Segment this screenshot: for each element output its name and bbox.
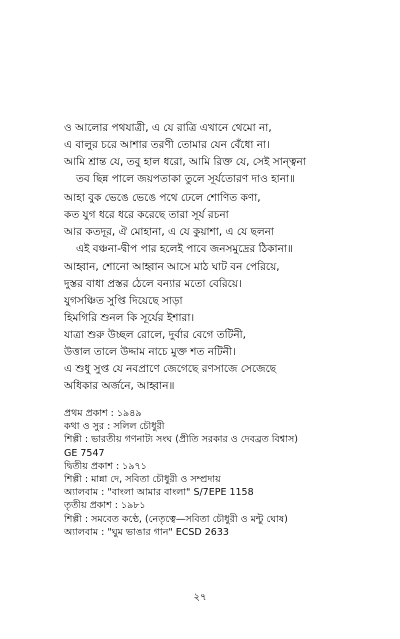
credit-line: তৃতীয় প্রকাশ : ১৯৮১ [64, 500, 146, 512]
stanza-1 [64, 120, 384, 188]
credit-line: অ্যালবাম : "বাংলা আমার বাংলা" S/7EPE 1158 [64, 487, 254, 499]
verse-line: যুগসঞ্চিত সুপ্তি দিয়েছে সাড়া [64, 295, 183, 307]
verse-line: উত্তাল তালে উদ্দাম নাচে মুক্ত শত নটিনী। [64, 346, 236, 358]
verse-line: অধিকার অর্জনে, আহ্বান॥ [64, 380, 175, 392]
verse-line: আর কতদূর, ঐ মোহানা, এ যে কুয়াশা, এ যে ছলনা [64, 226, 274, 238]
verse-line: কত যুগ ধরে ধরে করেছে তারা সূর্য রচনা [64, 209, 229, 221]
verse-line: ও আলোর পথযাত্রী, এ যে রাত্রি এখানে থেমো না, [64, 122, 272, 134]
publication-credits [64, 407, 384, 539]
verse-line: এ বালুর চরে আশার তরণী তোমার যেন বেঁধো না। [64, 139, 270, 151]
stanza-3 [64, 259, 384, 395]
verse-line: এই বঞ্চনা-দ্বীপ পার হলেই পাবে জনসমুদ্রের ঠিকানা॥ [76, 243, 293, 255]
credit-line: কথা ও সুর : সলিল চৌধুরী [64, 421, 165, 433]
verse-line: হিমগিরি শুনল কি সূর্যের ইশারা। [64, 312, 195, 324]
verse-line: যাত্রা শুরু উচ্ছল রোলে, দুর্বার বেগে তটিনী, [64, 329, 246, 341]
stanza-2 [64, 190, 384, 258]
page-number: ২৭ [193, 592, 207, 603]
credit-line: শিল্পী : মান্না দে, সবিতা চৌধুরী ও সম্প্রদায় [64, 474, 221, 486]
verse-line: আহ্বান, শোনো আহ্বান আসে মাঠ ঘাট বন পেরিয়ে, [64, 261, 280, 273]
credit-line: শিল্পী : সমবেত কণ্ঠে, (নেতৃত্বে—সবিতা চৌধুরী ও মন্টু ঘোষ) [64, 513, 288, 525]
verse-line: আমি শ্রান্ত যে, তবু হাল ধরো, আমি রিক্ত যে, সেই সান্ত্বনা [64, 156, 306, 168]
credit-line: শিল্পী : ভারতীয় গণনাট্য সংঘ (প্রীতি সরকার ও দেবব্রত বিশ্বাস) [64, 434, 298, 446]
verse-line: দুস্তর বাধা প্রস্তর ঠেলে বন্যার মতো বেরিয়ে। [64, 278, 242, 290]
verse-line: এ শুধু সুপ্ত যে নবপ্রাণে জেগেছে রণসাজে সেজেছে [64, 363, 277, 375]
credit-line: GE 7547 [64, 447, 105, 459]
credit-line: প্রথম প্রকাশ : ১৯৪৯ [64, 408, 142, 419]
credit-line: অ্যালবাম : "ঘুম ভাঙার গান" ECSD 2633 [64, 526, 229, 538]
credit-line: দ্বিতীয় প্রকাশ : ১৯৭১ [64, 460, 147, 472]
verse-line: আহা বুক ভেঙে ভেঙে পথে ঢেলে শোণিত কণা, [64, 192, 261, 204]
verse-line: তব ছিন্ন পালে জয়পতাকা তুলে সূর্যতোরণ দাও হানা॥ [76, 173, 295, 185]
